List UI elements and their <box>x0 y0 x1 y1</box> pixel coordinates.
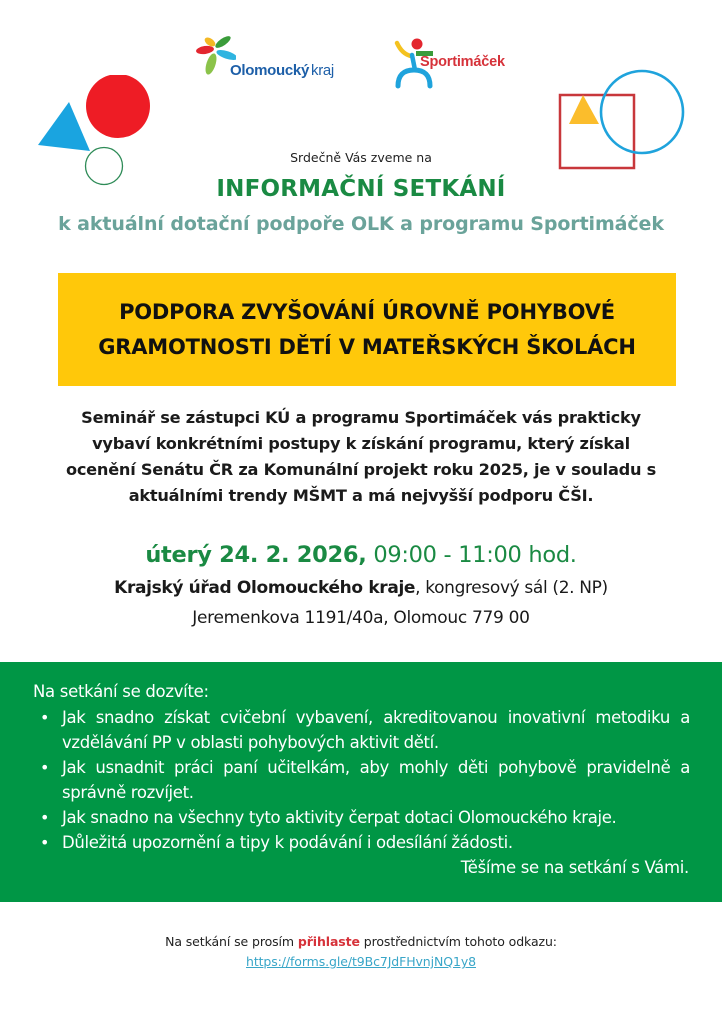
learn-panel <box>0 662 722 902</box>
learn-list-item <box>40 830 690 855</box>
bullet-icon: • <box>40 708 50 727</box>
learn-list-item <box>40 705 690 755</box>
olomoucky-kraj-logo <box>196 34 356 86</box>
learn-item-text: Jak snadno na všechny tyto aktivity čerpat dotaci Olomouckého kraje. <box>62 808 617 827</box>
banner-line: GRAMOTNOSTI DĚTÍ V MATEŘSKÝCH ŠKOLÁCH <box>98 334 636 359</box>
blue-triangle-shape <box>38 102 90 151</box>
event-datetime <box>0 542 722 568</box>
registration-text-after: prostřednictvím tohoto odkazu: <box>359 934 557 949</box>
yellow-triangle-shape <box>569 95 599 124</box>
sportimacek-logo-text: Sportimáček <box>420 54 505 70</box>
closing-text: Těšíme se na setkání s Vámi. <box>460 858 689 877</box>
learn-item-text: Jak usnadnit práci paní učitelkám, aby mohly děti pohybově pravidelně a správně rozvíjet. <box>62 758 690 802</box>
banner-line: PODPORA ZVYŠOVÁNÍ ÚROVNĚ POHYBOVÉ <box>119 299 615 324</box>
learn-list <box>40 705 690 855</box>
sportimacek-logo <box>394 34 520 92</box>
description-line: vybaví konkrétními postupy k získání programu, který získal <box>92 434 630 453</box>
logo-text-light: kraj <box>311 62 334 79</box>
event-venue <box>0 578 722 598</box>
main-title: INFORMAČNÍ SETKÁNÍ <box>216 176 506 202</box>
description-line: aktuálními trendy MŠMT a má nejvyšší podporu ČŠI. <box>128 486 594 505</box>
learn-list-item <box>40 755 690 805</box>
description-line: ocenění Senátu ČR za Komunální projekt roku 2025, je v souladu s <box>65 460 657 479</box>
learn-list-item <box>40 805 690 830</box>
red-circle-shape <box>86 75 150 138</box>
bullet-icon: • <box>40 833 50 852</box>
description-line: Seminář se zástupci KÚ a programu Sportimáček vás prakticky <box>81 408 641 427</box>
olomoucky-kraj-logo-text <box>230 62 334 79</box>
registration-text-before: Na setkání se prosím <box>165 934 298 949</box>
decorative-shapes-left <box>30 75 160 190</box>
seminar-description <box>40 405 682 509</box>
learn-intro: Na setkání se dozvíte: <box>33 682 209 701</box>
registration-highlight: přihlaste <box>297 934 360 949</box>
invite-text: Srdečně Vás zveme na <box>290 150 432 165</box>
bullet-icon: • <box>40 808 50 827</box>
registration-link-text[interactable]: https://forms.gle/t9Bc7JdFHvnjNQ1y8 <box>246 954 476 969</box>
event-time: 09:00 - 11:00 hod. <box>366 542 577 568</box>
event-date: úterý 24. 2. 2026, <box>145 542 367 568</box>
learn-item-text: Důležitá upozornění a tipy k podávání i odesílání žádosti. <box>62 833 513 852</box>
registration-text <box>0 934 722 949</box>
venue-name: Krajský úřad Olomouckého kraje <box>114 578 416 598</box>
logo-text-bold: Olomoucký <box>230 62 309 79</box>
venue-room: , kongresový sál (2. NP) <box>415 578 608 598</box>
event-address: Jeremenkova 1191/40a, Olomouc 779 00 <box>192 608 530 628</box>
bullet-icon: • <box>40 758 50 777</box>
registration-link[interactable] <box>0 954 722 969</box>
topic-banner <box>58 273 676 386</box>
blue-circle-outline-shape <box>601 71 683 153</box>
learn-item-text: Jak snadno získat cvičební vybavení, akreditovanou inovativní metodiku a vzdělávání PP v oblasti pohybových aktivit dětí. <box>62 708 690 752</box>
subtitle: k aktuální dotační podpoře OLK a programu Sportimáček <box>58 213 664 235</box>
